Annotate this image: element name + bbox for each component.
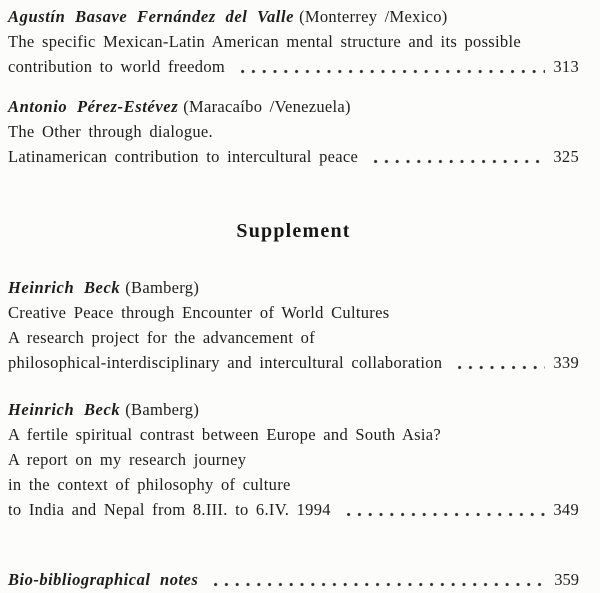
entry-title-line	[8, 497, 579, 522]
author-affiliation: (Monterrey /Mexico)	[299, 7, 448, 26]
dot-leader	[214, 581, 545, 588]
entry-title-line: The Other through dialogue.	[8, 122, 213, 141]
entry-title-line: A report on my research journey	[8, 450, 247, 469]
toc-entry	[8, 4, 579, 79]
toc-entry	[8, 94, 579, 169]
author-line	[8, 275, 579, 300]
dot-leader	[347, 511, 545, 518]
entry-title-text: to India and Nepal from 8.III. to 6.IV. 1994	[8, 500, 331, 519]
author-affiliation: (Bamberg)	[125, 400, 200, 419]
page-number: 349	[553, 500, 579, 519]
toc-entry	[8, 397, 579, 522]
page-number: 313	[553, 57, 579, 76]
author-name: Antonio Pérez-Estévez	[8, 97, 179, 116]
author-line	[8, 4, 579, 29]
entry-title-line: A fertile spiritual contrast between Europe and South Asia?	[8, 425, 442, 444]
author-line	[8, 94, 579, 119]
footer-label: Bio-bibliographical notes	[8, 570, 199, 589]
page-number: 359	[554, 570, 579, 589]
entry-title-line: Creative Peace through Encounter of World Cultures	[8, 303, 390, 322]
dot-leader	[458, 364, 545, 371]
toc-entry	[8, 275, 579, 375]
entry-title-line	[8, 350, 579, 375]
entry-title-line	[8, 54, 579, 79]
entry-title-line: A research project for the advancement of	[8, 328, 315, 347]
dot-leader	[241, 68, 545, 75]
author-line	[8, 397, 579, 422]
page-number: 325	[553, 147, 579, 166]
page-number: 339	[553, 353, 579, 372]
entry-title-text: Latinamerican contribution to intercultural peace	[8, 147, 359, 166]
author-name: Agustín Basave Fernández del Valle	[8, 7, 295, 26]
author-name: Heinrich Beck	[8, 278, 121, 297]
entry-title-text: contribution to world freedom	[8, 57, 226, 76]
dot-leader	[374, 158, 545, 165]
author-affiliation: (Maracaíbo /Venezuela)	[183, 97, 351, 116]
author-affiliation: (Bamberg)	[125, 278, 200, 297]
section-heading: Supplement	[236, 220, 351, 242]
entry-title-line: The specific Mexican-Latin American mental structure and its possible	[8, 32, 521, 51]
entry-title-line	[8, 144, 579, 169]
entry-title-text: philosophical-interdisciplinary and intercultural collaboration	[8, 353, 443, 372]
entry-title-line: in the context of philosophy of culture	[8, 475, 291, 494]
author-name: Heinrich Beck	[8, 400, 121, 419]
footer-entry	[8, 567, 579, 592]
